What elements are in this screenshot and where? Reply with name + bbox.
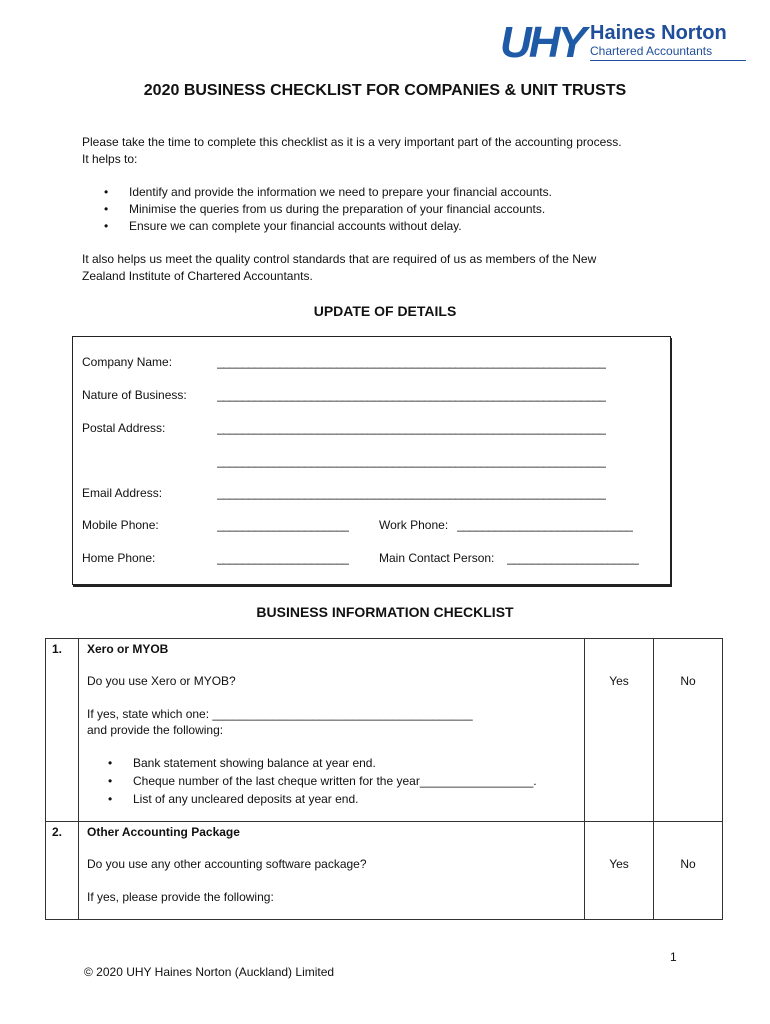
document-title: 2020 BUSINESS CHECKLIST FOR COMPANIES & UNIT TRUSTS: [143, 82, 627, 99]
list-item: • Cheque number of the last cheque written for the year_________________.: [108, 772, 537, 790]
yes-option[interactable]: Yes: [585, 639, 654, 822]
work-phone-label: Work Phone:: [379, 518, 449, 532]
checklist-heading: BUSINESS INFORMATION CHECKLIST: [256, 604, 514, 620]
item-followup: and provide the following:: [87, 723, 224, 737]
list-item: • Bank statement showing balance at year end.: [108, 754, 537, 772]
mobile-phone-label: Mobile Phone:: [82, 518, 159, 532]
table-row: [46, 639, 723, 822]
home-phone-label: Home Phone:: [82, 551, 156, 565]
item-question: Do you use any other accounting software package?: [87, 857, 367, 871]
logo-divider: [590, 60, 746, 61]
quality-line: Zealand Institute of Chartered Accountants.: [82, 269, 313, 283]
item-content: [79, 822, 585, 920]
quality-paragraph: [82, 251, 596, 285]
list-item: • List of any uncleared deposits at year end.: [108, 790, 537, 808]
list-item: • Identify and provide the information we need to prepare your financial accounts.: [104, 184, 552, 201]
postal-address-field-2[interactable]: ______________________________________________________________: [217, 454, 606, 468]
work-phone-field[interactable]: ____________________________: [457, 518, 633, 532]
logo-name: Haines Norton: [590, 22, 727, 44]
table-row: [46, 822, 723, 920]
intro-line: It helps to:: [82, 152, 138, 166]
update-details-heading: UPDATE OF DETAILS: [313, 303, 457, 319]
item-number: 2.: [46, 822, 79, 920]
postal-address-label: Postal Address:: [82, 421, 166, 435]
mobile-phone-field[interactable]: _____________________: [217, 518, 349, 532]
company-name-field[interactable]: ______________________________________________________________: [217, 355, 606, 369]
item-title: Xero or MYOB: [87, 642, 169, 656]
update-details-box: [72, 336, 671, 585]
list-item: • Ensure we can complete your financial accounts without delay.: [104, 218, 552, 235]
yes-option[interactable]: Yes: [585, 822, 654, 920]
no-option[interactable]: No: [654, 639, 723, 822]
email-address-label: Email Address:: [82, 486, 163, 500]
main-contact-field[interactable]: _____________________: [507, 551, 639, 565]
postal-address-field[interactable]: ______________________________________________________________: [217, 421, 606, 435]
item-bullet-list: [108, 754, 537, 808]
nature-of-business-label: Nature of Business:: [82, 388, 187, 402]
intro-line: Please take the time to complete this checklist as it is a very important part of the accounting process.: [82, 135, 622, 149]
company-name-label: Company Name:: [82, 355, 173, 369]
item-followup: If yes, state which one: _______________________________________: [87, 707, 473, 721]
company-logo: [500, 18, 750, 70]
item-content: [79, 639, 585, 822]
list-item: • Minimise the queries from us during the preparation of your financial accounts.: [104, 201, 552, 218]
item-title: Other Accounting Package: [87, 825, 240, 839]
logo-mark: UHY: [500, 18, 584, 67]
quality-line: It also helps us meet the quality control standards that are required of us as members of the New: [82, 252, 597, 266]
logo-tagline: Chartered Accountants: [590, 44, 713, 58]
main-contact-label: Main Contact Person:: [379, 551, 495, 565]
intro-paragraph: [82, 134, 622, 168]
page-number: 1: [670, 950, 677, 964]
copyright-footer: © 2020 UHY Haines Norton (Auckland) Limited: [84, 965, 335, 979]
checklist-table: [45, 638, 723, 920]
item-followup: If yes, please provide the following:: [87, 890, 274, 904]
item-number: 1.: [46, 639, 79, 822]
no-option[interactable]: No: [654, 822, 723, 920]
nature-of-business-field[interactable]: ______________________________________________________________: [217, 388, 606, 402]
intro-bullet-list: [104, 184, 552, 235]
home-phone-field[interactable]: _____________________: [217, 551, 349, 565]
email-address-field[interactable]: ______________________________________________________________: [217, 486, 606, 500]
item-question: Do you use Xero or MYOB?: [87, 674, 236, 688]
